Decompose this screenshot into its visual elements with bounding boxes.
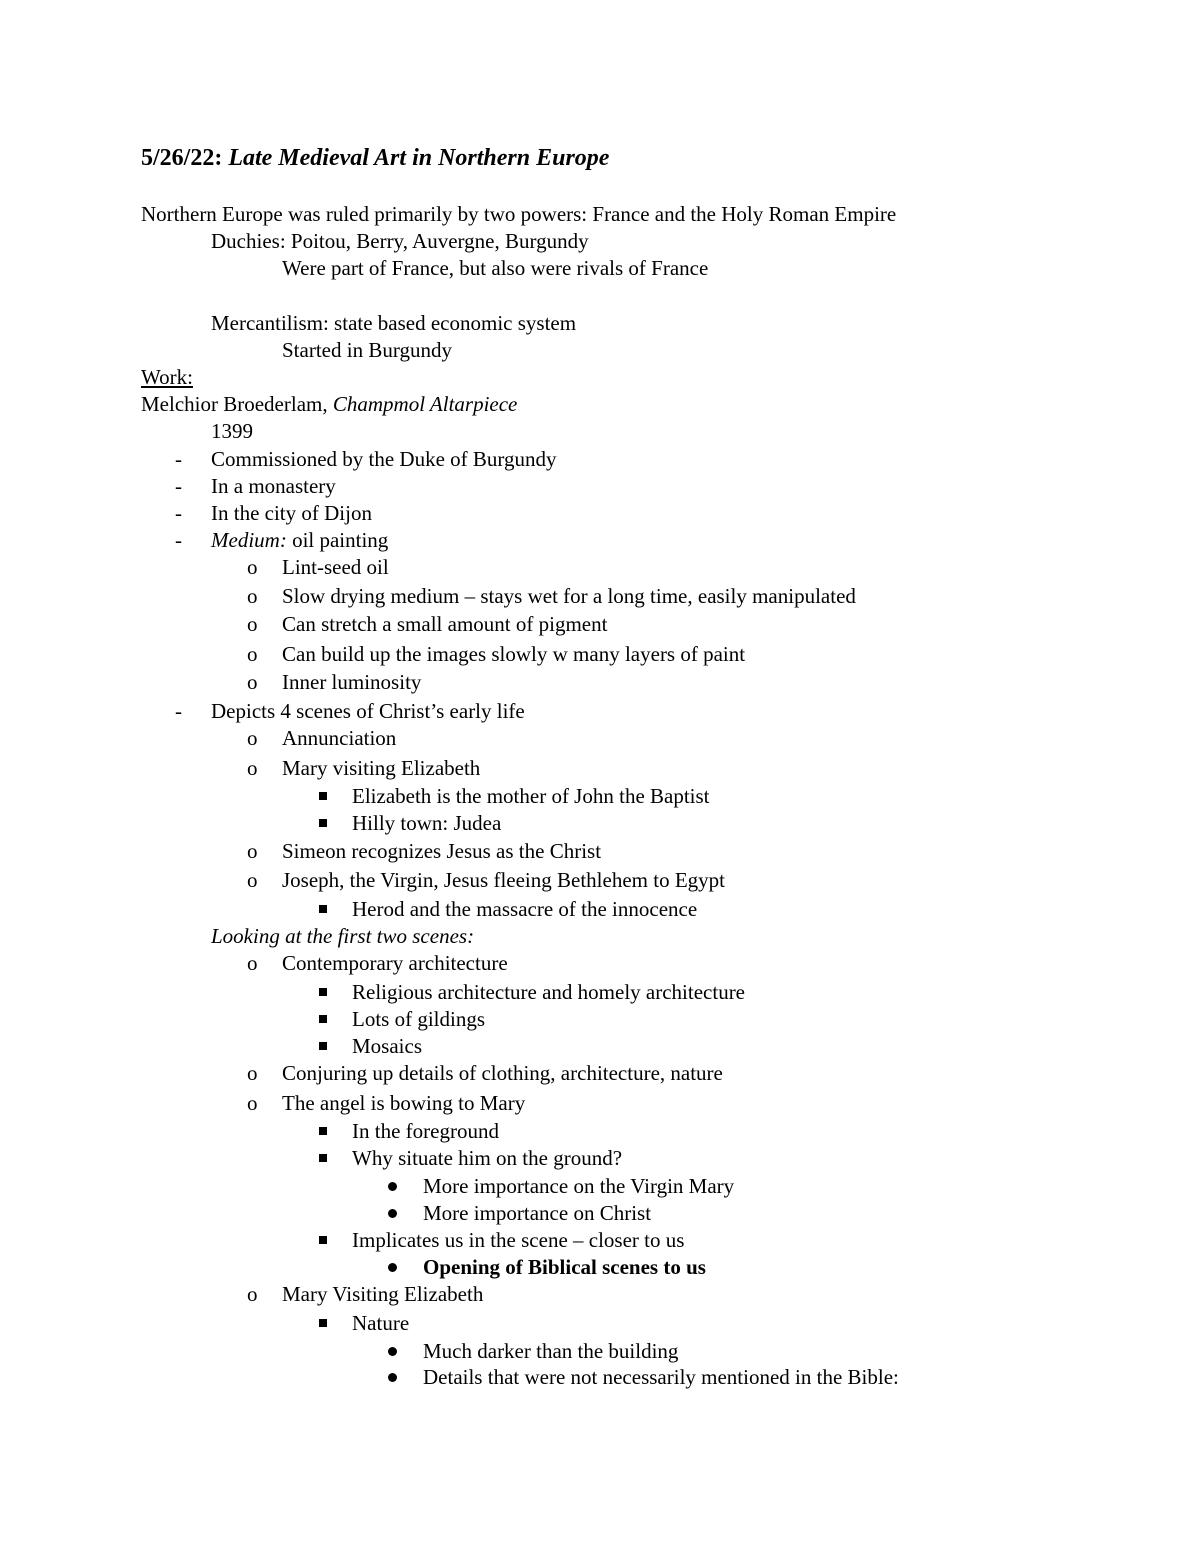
list-item: In the foreground [352,1119,499,1143]
depicts-line: Depicts 4 scenes of Christ’s early life [211,699,525,723]
artist-name: Melchior Broederlam, [141,392,328,416]
square-bullet-icon [319,1042,327,1050]
list-item: In the city of Dijon [211,501,372,525]
list-item: The angel is bowing to Mary [282,1091,526,1115]
round-bullet-icon [388,1209,397,1218]
artwork-title: Champmol Altarpiece [332,392,518,416]
list-item: Implicates us in the scene – closer to us [352,1228,685,1252]
circle-marker: o [247,612,258,636]
medium-line [211,527,388,554]
list-item: Simeon recognizes Jesus as the Christ [282,839,602,863]
dash-marker: - [175,699,182,723]
list-item: Joseph, the Virgin, Jesus fleeing Bethlehem to Egypt [282,868,725,892]
list-item: Can build up the images slowly w many layers of paint [282,642,746,666]
artwork-year: 1399 [211,419,253,443]
square-bullet-icon [319,905,327,913]
circle-marker: o [247,868,258,892]
square-bullet-icon [319,1154,327,1162]
circle-marker: o [247,584,258,608]
list-item: Nature [352,1311,410,1335]
duchies-line: Duchies: Poitou, Berry, Auvergne, Burgundy [211,229,589,253]
circle-marker: o [247,1091,258,1115]
circle-marker: o [247,642,258,666]
list-item: Slow drying medium – stays wet for a long time, easily manipulated [282,584,856,608]
list-item: Lint-seed oil [282,555,389,579]
list-item: More importance on Christ [423,1201,652,1225]
list-item: Mosaics [352,1034,422,1058]
square-bullet-icon [319,1236,327,1244]
list-item: In a monastery [211,474,336,498]
dash-marker: - [175,474,182,498]
page-title [141,144,609,172]
square-bullet-icon [319,792,327,800]
list-item: Can stretch a small amount of pigment [282,612,608,636]
dash-marker: - [175,447,182,471]
square-bullet-icon [319,1319,327,1327]
circle-marker: o [247,756,258,780]
list-item: Commissioned by the Duke of Burgundy [211,447,557,471]
list-item: Religious architecture and homely architecture [352,980,746,1004]
round-bullet-icon [388,1182,397,1191]
list-item: Details that were not necessarily mentioned in the Bible: [423,1365,899,1389]
medium-value: oil painting [292,528,389,552]
circle-marker: o [247,951,258,975]
duchies-note: Were part of France, but also were rivals of France [282,256,709,280]
list-item: Inner luminosity [282,670,422,694]
mercantilism-line: Mercantilism: state based economic system [211,311,577,335]
square-bullet-icon [319,819,327,827]
title-topic: Late Medieval Art in Northern Europe [228,145,610,171]
intro-line: Northern Europe was ruled primarily by two powers: France and the Holy Roman Empire [141,202,897,226]
mercantilism-note: Started in Burgundy [282,338,452,362]
list-item: Opening of Biblical scenes to us [423,1255,706,1279]
square-bullet-icon [319,988,327,996]
list-item: Much darker than the building [423,1339,679,1363]
list-item: Mary visiting Elizabeth [282,756,481,780]
list-item: Hilly town: Judea [352,811,502,835]
circle-marker: o [247,1061,258,1085]
list-item: Elizabeth is the mother of John the Baptist [352,784,710,808]
circle-marker: o [247,1282,258,1306]
work-heading: Work: [141,365,193,389]
list-item: More importance on the Virgin Mary [423,1174,735,1198]
circle-marker: o [247,555,258,579]
medium-label: Medium: [211,528,287,552]
circle-marker: o [247,839,258,863]
looking-heading: Looking at the first two scenes: [211,924,475,948]
dash-marker: - [175,501,182,525]
title-date: 5/26/22: [141,145,223,171]
round-bullet-icon [388,1263,397,1272]
circle-marker: o [247,726,258,750]
list-item: Herod and the massacre of the innocence [352,897,698,921]
round-bullet-icon [388,1373,397,1382]
list-item: Annunciation [282,726,397,750]
square-bullet-icon [319,1127,327,1135]
list-item: Contemporary architecture [282,951,508,975]
list-item: Mary Visiting Elizabeth [282,1282,484,1306]
circle-marker: o [247,670,258,694]
artwork-line [141,391,517,418]
list-item: Lots of gildings [352,1007,486,1031]
list-item: Why situate him on the ground? [352,1146,623,1170]
list-item: Conjuring up details of clothing, architecture, nature [282,1061,723,1085]
square-bullet-icon [319,1015,327,1023]
round-bullet-icon [388,1347,397,1356]
dash-marker: - [175,528,182,552]
